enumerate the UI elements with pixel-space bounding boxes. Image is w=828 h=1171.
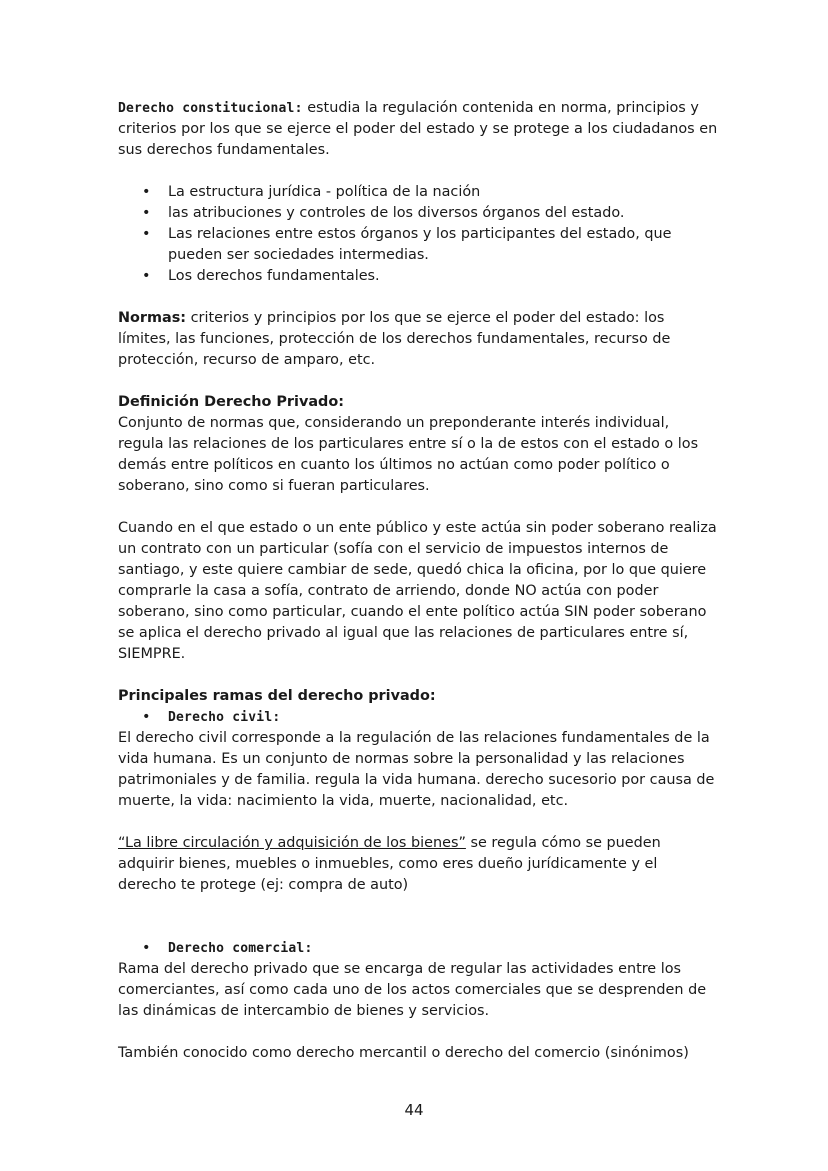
- privado-heading-text: Definición Derecho Privado:: [118, 394, 344, 410]
- normas-paragraph: [118, 308, 718, 371]
- page-content: [118, 98, 718, 1064]
- page-number: 44: [404, 1101, 424, 1119]
- list-item: • Las relaciones entre estos órganos y los participantes del estado, que pueden ser sociedades intermedias.: [118, 224, 718, 266]
- comercial-list: [118, 938, 718, 959]
- civil-heading: [118, 707, 718, 728]
- normas-text: criterios y principios por los que se ejerce el poder del estado: los límites, las funciones, protección de los derechos fundamentales, recurso de protección, recurso de amparo, etc.: [118, 310, 671, 368]
- civil-paragraph: El derecho civil corresponde a la regulación de las relaciones fundamentales de la vida humana. Es un conjunto de normas sobre la personalidad y las relaciones patrimoniales y de familia. regula la vida humana. derecho sucesorio por causa de muerte, la vida: nacimiento la vida, muerte, nacionalidad, etc.: [118, 730, 715, 809]
- comercial-label: Derecho comercial:: [168, 941, 313, 956]
- list-item: • las atribuciones y controles de los diversos órganos del estado.: [118, 203, 718, 224]
- tambien-paragraph: También conocido como derecho mercantil o derecho del comercio (sinónimos): [118, 1045, 689, 1061]
- privado-heading: [118, 392, 718, 413]
- privado-paragraph: Conjunto de normas que, considerando un preponderante interés individual, regula las relaciones de los particulares entre sí o la de estos con el estado o los demás entre políticos en cuanto los últimos no actúan como poder político o soberano, sino como si fueran particulares.: [118, 415, 699, 494]
- ramas-heading-text: Principales ramas del derecho privado:: [118, 688, 436, 704]
- libre-text: se regula cómo se pueden adquirir bienes, muebles o inmuebles, como eres dueño jurídicamente y el derecho te protege (ej: compra de auto): [118, 835, 661, 893]
- constitucional-text: estudia la regulación contenida en norma, principios y criterios por los que se ejerce el poder del estado y se protege a los ciudadanos en sus derechos fundamentales.: [118, 100, 718, 158]
- constitucional-paragraph: [118, 98, 718, 161]
- constitucional-heading: Derecho constitucional:: [118, 101, 303, 116]
- libre-quote: “La libre circulación y adquisición de los bienes”: [118, 835, 466, 851]
- list-item: • La estructura jurídica - política de la nación: [118, 182, 718, 203]
- cuando-paragraph: Cuando en el que estado o un ente público y este actúa sin poder soberano realiza un contrato con un particular (sofía con el servicio de impuestos internos de santiago, y este quiere cambiar de sede, quedó chica la oficina, por lo que quiere comprarle la casa a sofía, contrato de arriendo, donde NO actúa con poder soberano, sino como particular, cuando el ente político actúa SIN poder soberano se aplica el derecho privado al igual que las relaciones de particulares entre sí, SIEMPRE.: [118, 520, 717, 662]
- normas-label: Normas:: [118, 310, 187, 326]
- libre-paragraph: [118, 833, 718, 896]
- civil-label: Derecho civil:: [168, 710, 281, 725]
- civil-list: [118, 707, 718, 728]
- constitucional-list: [118, 182, 718, 287]
- ramas-heading: [118, 686, 718, 707]
- comercial-paragraph: Rama del derecho privado que se encarga de regular las actividades entre los comerciantes, así como cada uno de los actos comerciales que se desprenden de las dinámicas de intercambio de bienes y servicios.: [118, 961, 707, 1019]
- comercial-heading: [118, 938, 718, 959]
- list-item: • Los derechos fundamentales.: [118, 266, 718, 287]
